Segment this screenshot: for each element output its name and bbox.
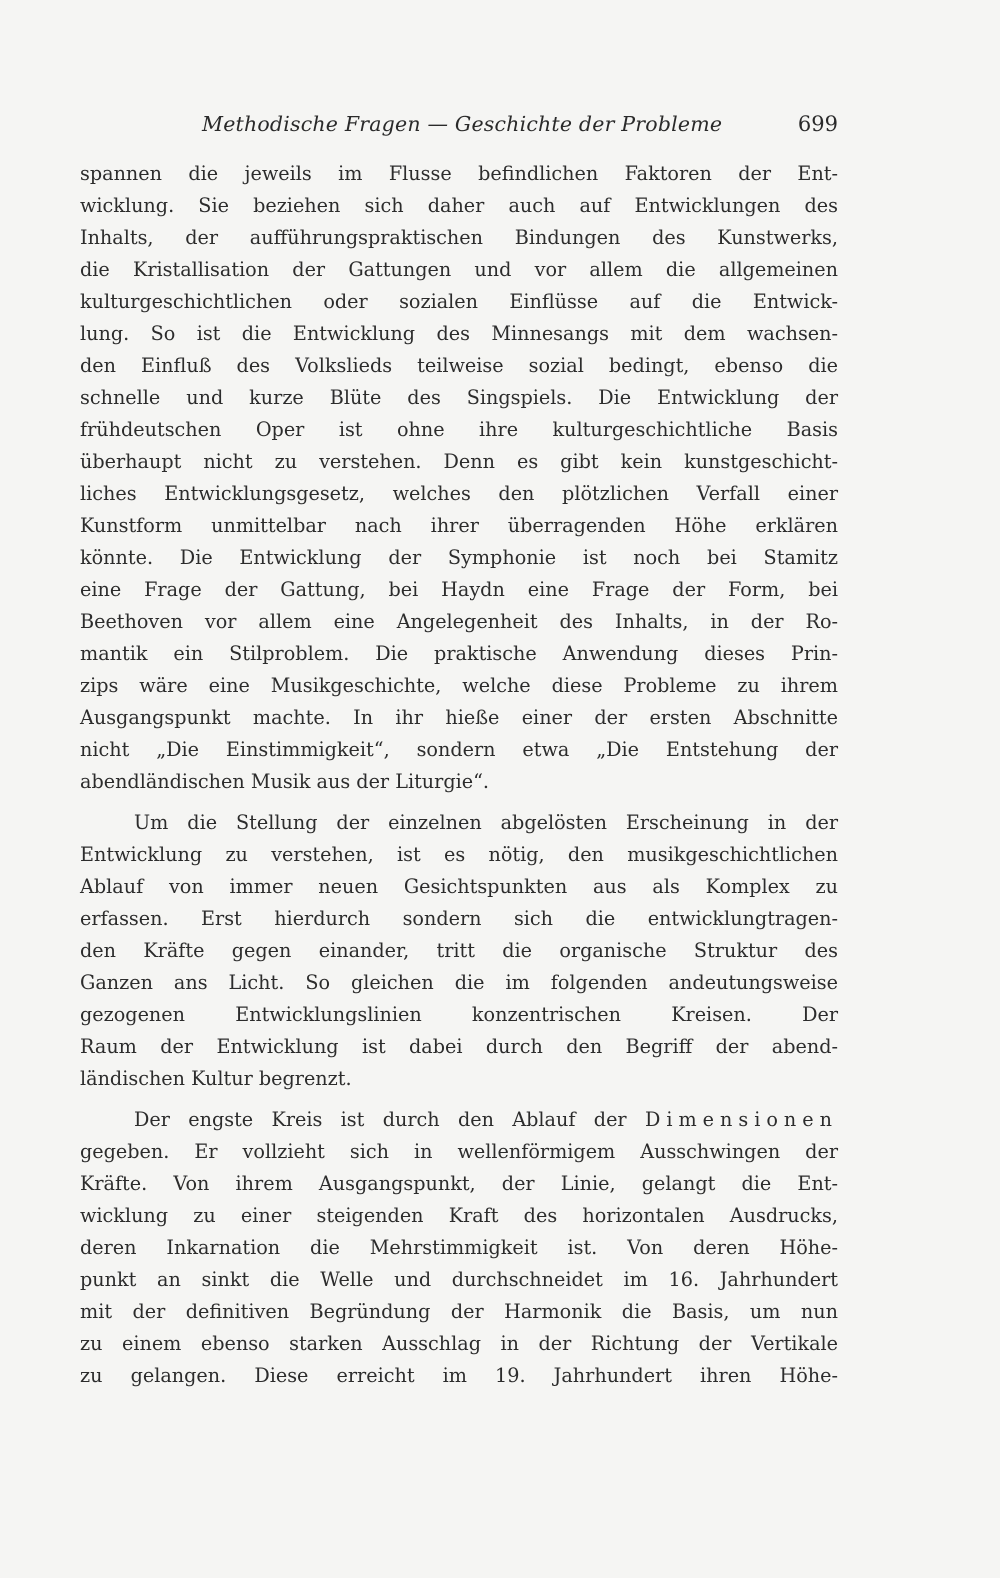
paragraph-1 — [80, 158, 838, 798]
text-line: liches Entwicklungsgesetz, welches den plötzlichen Verfall einer — [80, 482, 838, 505]
text-line: schnelle und kurze Blüte des Singspiels. Die Entwicklung der — [80, 386, 838, 409]
text-line: zu einem ebenso starken Ausschlag in der Richtung der Vertikale — [80, 1332, 838, 1355]
text-line: Ablauf von immer neuen Gesichtspunkten aus als Komplex zu — [80, 875, 838, 898]
text-line: lung. So ist die Entwicklung des Minnesangs mit dem wachsen- — [80, 322, 838, 345]
text-line: zu gelangen. Diese erreicht im 19. Jahrhundert ihren Höhe- — [80, 1364, 838, 1387]
page-header — [80, 112, 838, 142]
text-line: Um die Stellung der einzelnen abgelösten Erscheinung in der — [134, 811, 838, 834]
text-line: Raum der Entwicklung ist dabei durch den Begriff der abend- — [80, 1035, 838, 1058]
running-head: Methodische Fragen — Geschichte der Probleme — [202, 112, 723, 136]
text-line: zips wäre eine Musikgeschichte, welche diese Probleme zu ihrem — [80, 674, 838, 697]
text-line: erfassen. Erst hierdurch sondern sich die entwicklungtragen- — [80, 907, 838, 930]
spaced-emphasis: Dimensionen — [644, 1108, 838, 1131]
text-line: Kunstform unmittelbar nach ihrer überragenden Höhe erklären — [80, 514, 838, 537]
text-line: ländischen Kultur begrenzt. — [80, 1067, 352, 1090]
text-line: Inhalts, der aufführungspraktischen Bindungen des Kunstwerks, — [80, 226, 838, 249]
text-line: überhaupt nicht zu verstehen. Denn es gibt kein kunstgeschicht- — [80, 450, 838, 473]
page-number: 699 — [797, 112, 838, 136]
text-line: mantik ein Stilproblem. Die praktische Anwendung dieses Prin- — [80, 642, 838, 665]
text-line: nicht „Die Einstimmigkeit“, sondern etwa „Die Entstehung der — [80, 738, 838, 761]
text-line: wicklung. Sie beziehen sich daher auch auf Entwicklungen des — [80, 194, 838, 217]
text-line: Kräfte. Von ihrem Ausgangspunkt, der Linie, gelangt die Ent- — [80, 1172, 838, 1195]
text-line: eine Frage der Gattung, bei Haydn eine Frage der Form, bei — [80, 578, 838, 601]
body-text — [80, 158, 838, 1401]
text-line: abendländischen Musik aus der Liturgie“. — [80, 770, 489, 793]
text-line: wicklung zu einer steigenden Kraft des horizontalen Ausdrucks, — [80, 1204, 838, 1227]
text-line: deren Inkarnation die Mehrstimmigkeit ist. Von deren Höhe- — [80, 1236, 838, 1259]
text-line: spannen die jeweils im Flusse befindlichen Faktoren der Ent- — [80, 162, 838, 185]
text-line: Ausgangspunkt machte. In ihr hieße einer der ersten Abschnitte — [80, 706, 838, 729]
text-line: gegeben. Er vollzieht sich in wellenförmigem Ausschwingen der — [80, 1140, 838, 1163]
text-line: den Kräfte gegen einander, tritt die organische Struktur des — [80, 939, 838, 962]
text-line: kulturgeschichtlichen oder sozialen Einflüsse auf die Entwick- — [80, 290, 838, 313]
text-line: gezogenen Entwicklungslinien konzentrischen Kreisen. Der — [80, 1003, 838, 1026]
text-line: Entwicklung zu verstehen, ist es nötig, den musikgeschichtlichen — [80, 843, 838, 866]
text-line: Beethoven vor allem eine Angelegenheit des Inhalts, in der Ro- — [80, 610, 838, 633]
text-line: mit der definitiven Begründung der Harmonik die Basis, um nun — [80, 1300, 838, 1323]
text-fragment: Der engste Kreis ist durch den Ablauf der — [134, 1108, 627, 1131]
text-line: frühdeutschen Oper ist ohne ihre kulturgeschichtliche Basis — [80, 418, 838, 441]
text-line: Ganzen ans Licht. So gleichen die im folgenden andeutungsweise — [80, 971, 838, 994]
text-line: den Einfluß des Volkslieds teilweise sozial bedingt, ebenso die — [80, 354, 838, 377]
text-line — [80, 1104, 838, 1136]
paragraph-2 — [80, 807, 838, 1095]
text-line: könnte. Die Entwicklung der Symphonie ist noch bei Stamitz — [80, 546, 838, 569]
text-line: punkt an sinkt die Welle und durchschneidet im 16. Jahrhundert — [80, 1268, 838, 1291]
text-line: die Kristallisation der Gattungen und vor allem die allgemeinen — [80, 258, 838, 281]
paragraph-3 — [80, 1104, 838, 1392]
